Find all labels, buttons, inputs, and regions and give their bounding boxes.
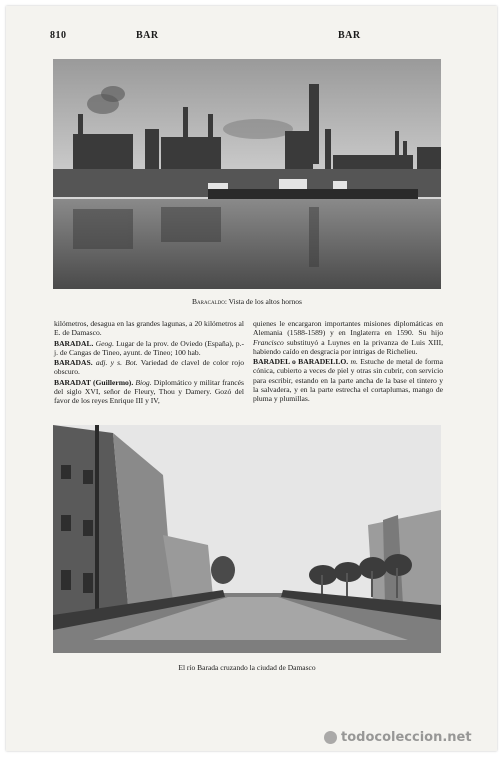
entry-abbreviation: m. bbox=[350, 357, 358, 367]
dictionary-entry bbox=[54, 358, 244, 377]
dictionary-entry bbox=[253, 357, 443, 403]
entry-abbreviation: Geog. bbox=[95, 338, 114, 348]
watermark-logo-icon bbox=[324, 731, 337, 744]
caption-text: : Vista de los altos hornos bbox=[224, 297, 302, 306]
figure-caption-1 bbox=[53, 297, 441, 306]
entry-headword: BARADAS. bbox=[54, 358, 93, 368]
left-running-head: BAR bbox=[136, 30, 159, 41]
dictionary-entry bbox=[54, 339, 244, 358]
right-running-head: BAR bbox=[338, 30, 361, 41]
entry-headword: BARADAT (Guillermo). bbox=[54, 377, 134, 387]
continuation-name: Francisco bbox=[253, 337, 284, 347]
entry-headword: BARADEL o BARADELLO. bbox=[253, 357, 349, 367]
continuation-text: substituyó a Luynes en la privanza de Luis XIII, habiendo caído en desgracia por intrigas de Richelieu. bbox=[253, 337, 443, 356]
continuation-text: quienes le encargaron importantes misiones diplomáticas en Alemania (1588-1589) y en Inglaterra en 1590. Su hijo bbox=[253, 319, 443, 338]
entry-text: Diplomático y militar francés del siglo XVI, señor de Fleury, Thou y Damery. Gozó del favor de los reyes Enrique III y IV, bbox=[54, 377, 244, 406]
entry-abbreviation: Biog. bbox=[135, 377, 152, 387]
barada-river-photo bbox=[53, 425, 441, 653]
entry-text: Estuche de metal de forma cónica, cubierto a veces de piel y otras sin cubrir, con servicio para escribir, estando en la parte ancha de la base el tintero y la salvadera, y en la parte estrecha el cortaplumas, mango de pluma y plumillas. bbox=[253, 357, 443, 404]
entry-text: Variedad de clavel de color rojo obscuro. bbox=[54, 358, 244, 377]
right-text-column bbox=[253, 319, 443, 405]
watermark bbox=[324, 726, 494, 748]
watermark-text: todocoleccion.net bbox=[341, 729, 472, 745]
entry-headword: BARADAL. bbox=[54, 338, 94, 348]
running-header bbox=[0, 30, 503, 46]
column-continuation bbox=[253, 319, 443, 356]
page-number: 810 bbox=[50, 30, 67, 41]
entry-text: Lugar de la prov. de Oviedo (España), p.-j. de Cangas de Tineo, ayunt. de Tineo; 100 hab. bbox=[54, 338, 245, 357]
left-text-column bbox=[54, 319, 244, 407]
figure-caption-2: El río Barada cruzando la ciudad de Damasco bbox=[178, 663, 316, 672]
caption-place: Baracaldo bbox=[192, 297, 225, 306]
column-intro: kilómetros, desagua en las grandes lagunas, a 20 kilómetros al E. de Damasco. bbox=[54, 319, 244, 338]
blast-furnaces-photo bbox=[53, 59, 441, 289]
entry-abbreviation: adj. y s. Bot. bbox=[95, 358, 138, 368]
dictionary-entry bbox=[54, 378, 244, 406]
